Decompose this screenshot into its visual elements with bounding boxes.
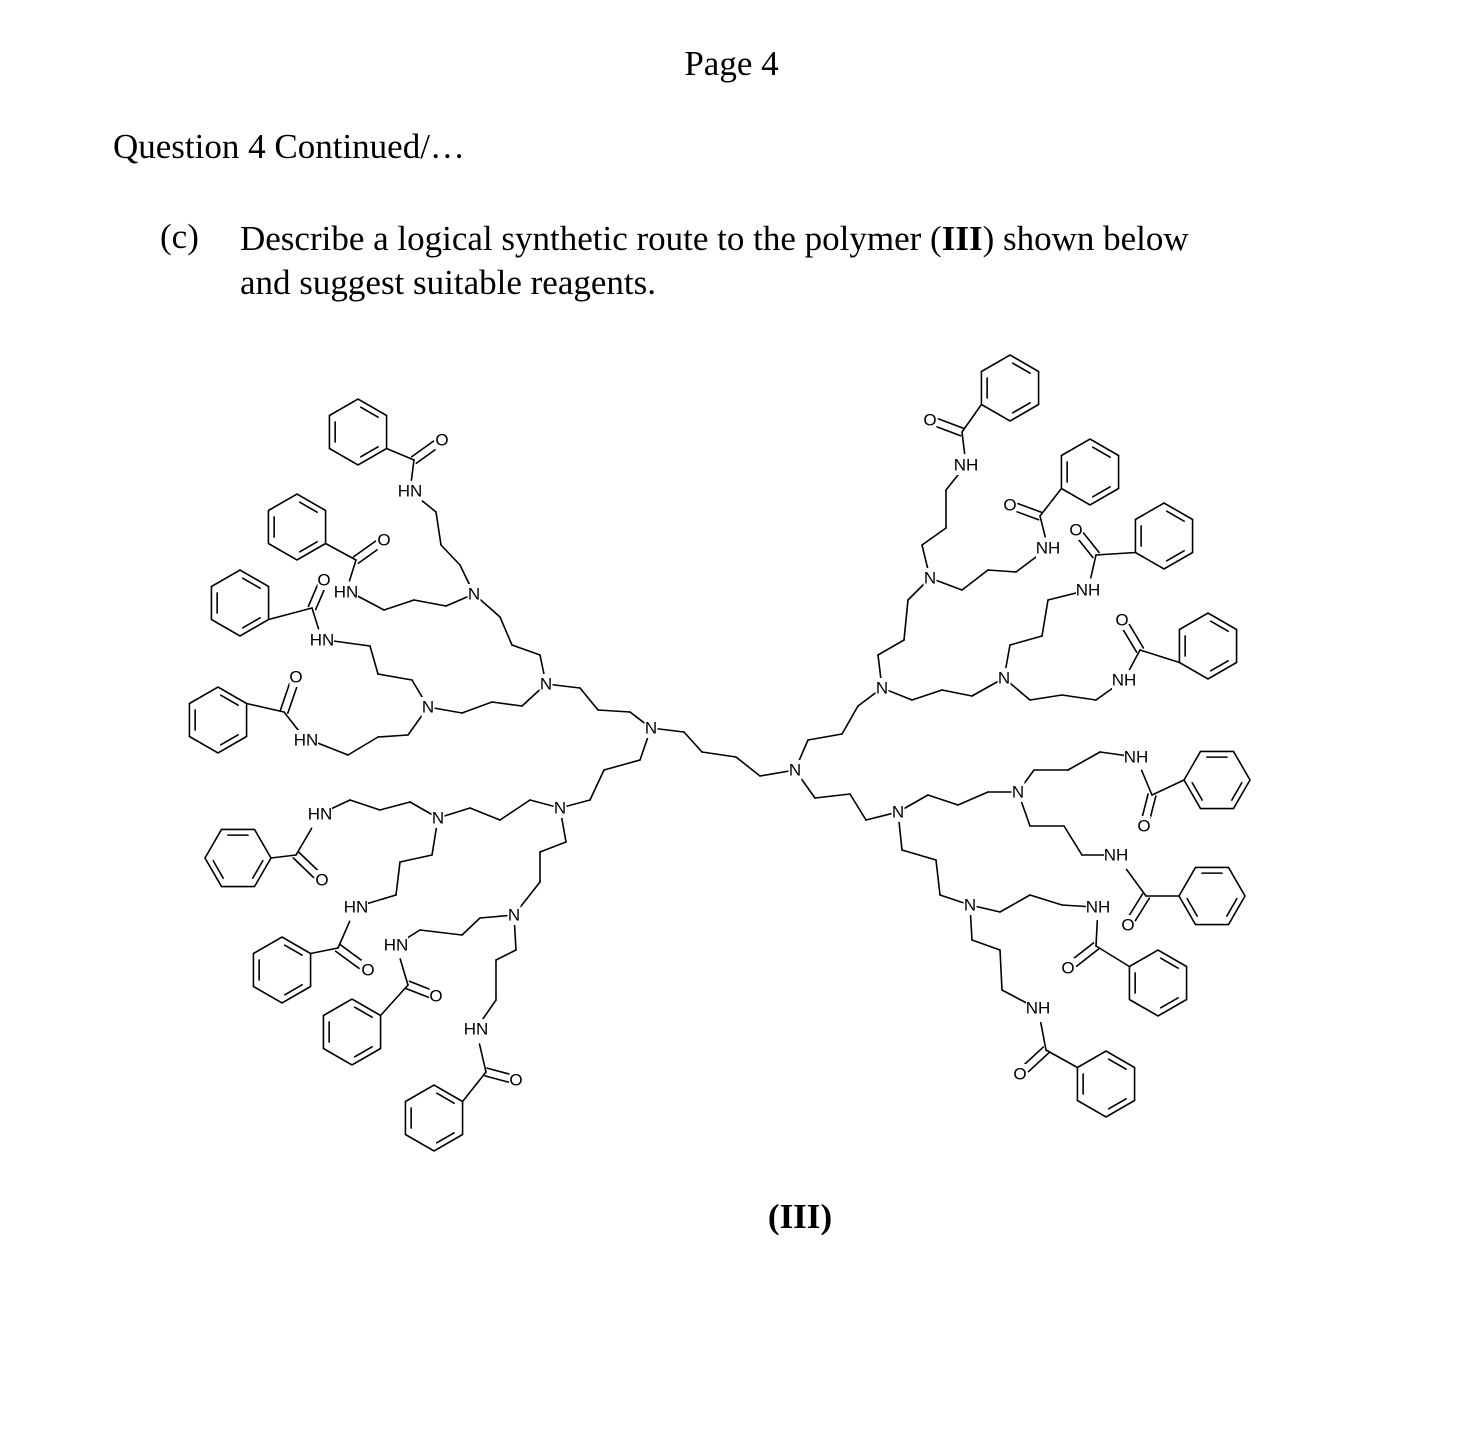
amide-nh-label: NH [1103, 845, 1129, 865]
carbonyl-bond [1072, 943, 1094, 960]
amide-bond [1091, 555, 1096, 578]
carbonyl-bond [280, 683, 289, 710]
aryl-bond [1140, 650, 1179, 663]
benzene-ring [189, 687, 246, 753]
chain [462, 702, 492, 713]
chain [590, 770, 604, 800]
carbonyl-bond [299, 852, 319, 872]
nitrogen-atom: N [963, 895, 977, 915]
chain [1000, 950, 1002, 990]
aryl-bond [247, 704, 284, 713]
nitrogen-atom: N [467, 584, 481, 604]
amide-nh-label: HN [309, 630, 335, 650]
aryl-bond [311, 948, 338, 954]
amide-nh-label: NH [1085, 897, 1111, 917]
carbonyl-bond [1142, 794, 1148, 818]
carbonyl-bond [936, 426, 961, 435]
aryl-bond [381, 985, 408, 1016]
nitrogen-atom: N [539, 674, 553, 694]
oxygen-label: O [361, 960, 375, 980]
benzene-ring [405, 1085, 462, 1151]
amide-nh-label: NH [1035, 538, 1061, 558]
benzene-ring [1135, 503, 1192, 569]
carbonyl-bond [1023, 1047, 1043, 1066]
amide-nh-label: HN [463, 1019, 489, 1039]
chain [1030, 695, 1062, 700]
amide-nh-label: NH [1025, 998, 1051, 1018]
chain [396, 862, 400, 895]
amide-bond [400, 959, 408, 985]
question-text-start: Describe a logical synthetic route to the polymer ( [240, 219, 942, 258]
carbonyl-bond [340, 945, 363, 962]
oxygen-label: O [315, 870, 329, 890]
benzene-ring [268, 494, 325, 560]
chain [580, 688, 598, 710]
core-chain [702, 752, 736, 757]
chain [1062, 695, 1096, 700]
oxygen-label: O [435, 430, 449, 450]
chain [378, 674, 412, 680]
amide-bond [312, 608, 319, 629]
chain [604, 760, 640, 770]
chain [492, 702, 522, 706]
carbonyl-bond [485, 1076, 508, 1082]
carbonyl-bond [293, 858, 313, 878]
nitrogen-atom: N [507, 905, 521, 925]
chain [462, 918, 480, 935]
chain [540, 842, 566, 852]
carbonyl-bond [412, 441, 434, 457]
chain [441, 545, 460, 565]
aryl-bond [463, 1072, 486, 1102]
aryl-bond [1040, 489, 1061, 517]
oxygen-label: O [429, 986, 443, 1006]
chain [1010, 636, 1042, 645]
core-chain [684, 732, 702, 752]
amide-bond [1041, 1023, 1046, 1050]
oxygen-label: O [923, 410, 937, 430]
chain [378, 735, 408, 737]
carbonyl-bond [409, 981, 431, 990]
nitrogen-atom: N [875, 678, 889, 698]
benzene-ring [1129, 950, 1186, 1016]
chain [500, 800, 530, 820]
chain [500, 617, 512, 645]
benzene-ring [253, 937, 310, 1003]
amide-nh-label: NH [1111, 670, 1137, 690]
chain [420, 930, 462, 935]
core-nitrogen-atom: N [788, 760, 802, 780]
chain [928, 795, 958, 805]
core-chain [736, 757, 760, 776]
amide-bond [1142, 770, 1152, 795]
question-text-mid: ) shown below [982, 219, 1189, 258]
oxygen-label: O [1061, 958, 1075, 978]
benzene-ring [981, 355, 1038, 421]
benzene-ring [329, 399, 386, 465]
benzene-ring [1179, 867, 1245, 924]
carbonyl-bond [1015, 511, 1038, 520]
chain [962, 570, 988, 590]
chain [350, 800, 380, 810]
chain [1064, 826, 1082, 855]
core-nitrogen-atom: N [644, 718, 658, 738]
carbonyl-bond [1018, 504, 1041, 513]
question-continued-heading: Question 4 Continued/… [113, 127, 465, 166]
carbonyl-bond [354, 541, 376, 557]
nitrogen-atom: N [1011, 782, 1025, 802]
oxygen-label: O [1115, 610, 1129, 630]
aryl-bond [962, 405, 981, 433]
amide-nh-label: HN [343, 897, 369, 917]
chain [936, 860, 940, 895]
aryl-bond [387, 449, 414, 461]
chain [512, 645, 540, 655]
page-number: Page 4 [684, 44, 779, 83]
carbonyl-bond [416, 448, 438, 464]
benzene-ring [1184, 751, 1250, 808]
oxygen-label: O [377, 530, 391, 550]
chain [850, 794, 866, 820]
chain [496, 950, 516, 960]
amide-bond [480, 1044, 487, 1072]
amide-nh-label: HN [333, 582, 359, 602]
aryl-bond [326, 544, 356, 561]
amide-bond [411, 460, 414, 480]
chain [414, 600, 446, 606]
benzene-ring [1179, 613, 1236, 679]
chain [942, 690, 972, 696]
benzene-ring [205, 829, 271, 886]
oxygen-label: O [1003, 495, 1017, 515]
amide-bond [338, 921, 350, 948]
amide-nh-label: HN [383, 935, 409, 955]
carbonyl-bond [358, 548, 380, 564]
amide-nh-label: HN [307, 804, 333, 824]
aryl-bond [1096, 553, 1135, 556]
oxygen-label: O [317, 570, 331, 590]
chain [436, 512, 441, 545]
aryl-bond [1046, 1050, 1077, 1068]
chain [912, 690, 942, 700]
benzene-ring [1061, 439, 1118, 505]
nitrogen-atom: N [923, 568, 937, 588]
amide-bond [962, 432, 965, 453]
chain [808, 734, 842, 740]
chain [598, 710, 630, 712]
carbonyl-bond [308, 585, 317, 607]
chain [384, 600, 414, 610]
amide-bond [284, 712, 298, 730]
aryl-bond [269, 608, 312, 620]
amide-nh-label: NH [1075, 580, 1101, 600]
chain [922, 528, 946, 545]
carbonyl-bond [938, 419, 963, 428]
chain [1000, 895, 1030, 912]
chain [400, 855, 432, 862]
benzene-ring [211, 570, 268, 636]
carbonyl-bond [407, 989, 429, 998]
chain [878, 640, 904, 655]
oxygen-label: O [1121, 915, 1135, 935]
chain [1042, 600, 1048, 636]
carbonyl-bond [1077, 949, 1099, 966]
carbonyl-bond [1028, 1053, 1048, 1072]
oxygen-label: O [1137, 816, 1151, 836]
nitrogen-atom: N [431, 808, 445, 828]
amide-nh-label: NH [953, 455, 979, 475]
oxygen-label: O [509, 1070, 523, 1090]
amide-bond [1127, 869, 1147, 896]
question-text-end: and suggest suitable reagents. [240, 263, 657, 302]
aryl-bond [1096, 946, 1129, 967]
chain [988, 570, 1016, 572]
chain [348, 737, 378, 755]
chain [842, 706, 858, 734]
chain [902, 850, 936, 860]
chain [904, 600, 908, 640]
amide-nh-label: HN [293, 730, 319, 750]
chain [1030, 895, 1062, 905]
benzene-ring [1077, 1051, 1134, 1117]
amide-bond [296, 828, 312, 855]
oxygen-label: O [289, 667, 303, 687]
carbonyl-bond [487, 1068, 510, 1074]
carbonyl-bond [288, 686, 297, 713]
compound-label-text: III [779, 1197, 821, 1236]
chain [380, 802, 410, 810]
nitrogen-atom: N [553, 798, 567, 818]
nitrogen-atom: N [997, 668, 1011, 688]
carbonyl-bond [316, 588, 325, 610]
nitrogen-atom: N [891, 802, 905, 822]
chain [470, 808, 500, 820]
carbonyl-bond [336, 951, 359, 968]
chain [1068, 752, 1100, 770]
amide-bond [1130, 650, 1140, 670]
amide-bond [1096, 921, 1097, 946]
oxygen-label: O [1069, 520, 1083, 540]
chain [370, 646, 378, 674]
amide-nh-label: HN [397, 481, 423, 501]
chain [815, 794, 850, 798]
amide-nh-label: NH [1123, 747, 1149, 767]
compound-ref: III [941, 219, 983, 258]
aryl-bond [1152, 780, 1184, 795]
benzene-ring [323, 999, 380, 1065]
aryl-bond [271, 855, 296, 858]
chain [972, 940, 1000, 950]
compound-label: (III) [767, 1197, 833, 1236]
amide-bond [1040, 516, 1045, 537]
chain [958, 792, 988, 805]
oxygen-label: O [1013, 1064, 1027, 1084]
question-part-label: (c) [160, 217, 199, 256]
amide-bond [350, 560, 357, 581]
nitrogen-atom: N [421, 697, 435, 717]
